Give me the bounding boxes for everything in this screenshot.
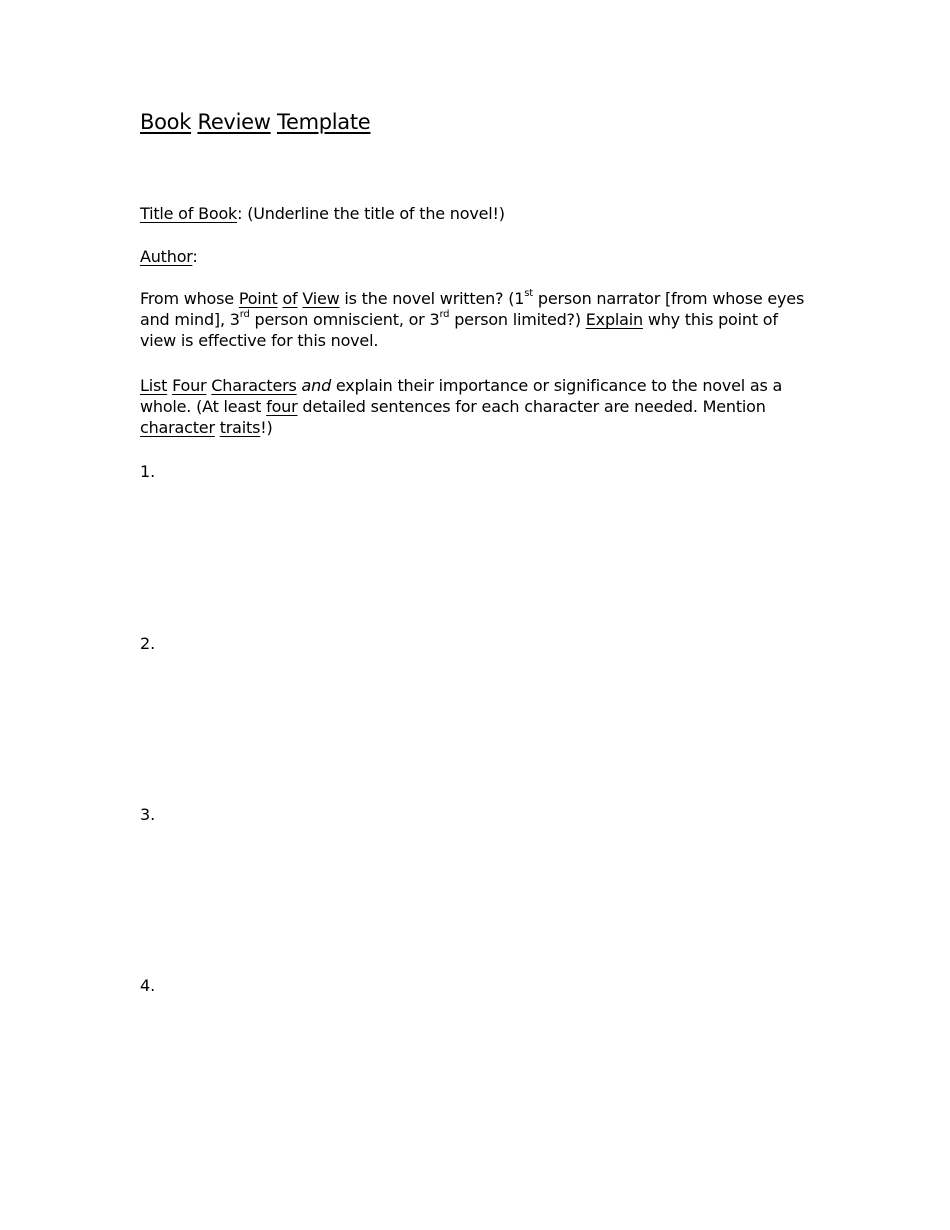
pov-text-5: person limited?) (449, 310, 586, 329)
pov-sup-rd-1: rd (239, 308, 250, 320)
document-title (140, 110, 370, 134)
pov-view: View (302, 289, 340, 308)
pov-sup-st: st (524, 287, 533, 299)
pov-sup-rd-2: rd (439, 308, 450, 320)
title-of-book-field (140, 203, 808, 224)
pov-text-2: is the novel written? (1 (339, 289, 525, 308)
author-colon: : (192, 247, 198, 266)
title-word-template: Template (277, 110, 371, 134)
pov-text-1: From whose (140, 289, 239, 308)
chars-traits: traits (219, 418, 261, 437)
pov-text-4: person omniscient, or 3 (249, 310, 440, 329)
pov-point: Point (238, 289, 278, 308)
chars-and: and (301, 376, 332, 395)
chars-list: List (140, 376, 168, 395)
point-of-view-question (140, 288, 808, 351)
character-number-4: 4. (140, 976, 156, 995)
pov-text-6: why this point of view is effective for this novel. (140, 310, 778, 350)
pov-of: of (282, 289, 298, 308)
chars-characters: Characters (211, 376, 297, 395)
title-of-book-instruction: (Underline the title of the novel!) (242, 204, 505, 223)
chars-text-1: explain their importance or significance to the novel as a whole. (At least (140, 376, 783, 416)
character-number-1: 1. (140, 462, 156, 481)
character-number-3: 3. (140, 805, 156, 824)
characters-instruction (140, 375, 808, 438)
chars-four-detailed: four (266, 397, 298, 416)
chars-character: character (140, 418, 215, 437)
character-number-2: 2. (140, 634, 156, 653)
author-field (140, 246, 808, 267)
chars-four: Four (172, 376, 207, 395)
chars-text-3: !) (260, 418, 273, 437)
pov-explain: Explain (585, 310, 643, 329)
title-word-book: Book (140, 110, 192, 134)
pov-text-3: person narrator [from whose eyes and mind], 3 (140, 289, 805, 329)
title-word-review: Review (197, 110, 271, 134)
chars-text-2: detailed sentences for each character are needed. Mention (297, 397, 766, 416)
title-of-book-colon: : (237, 204, 243, 223)
title-of-book-label: Title of Book (140, 204, 238, 223)
author-label: Author (140, 247, 193, 266)
